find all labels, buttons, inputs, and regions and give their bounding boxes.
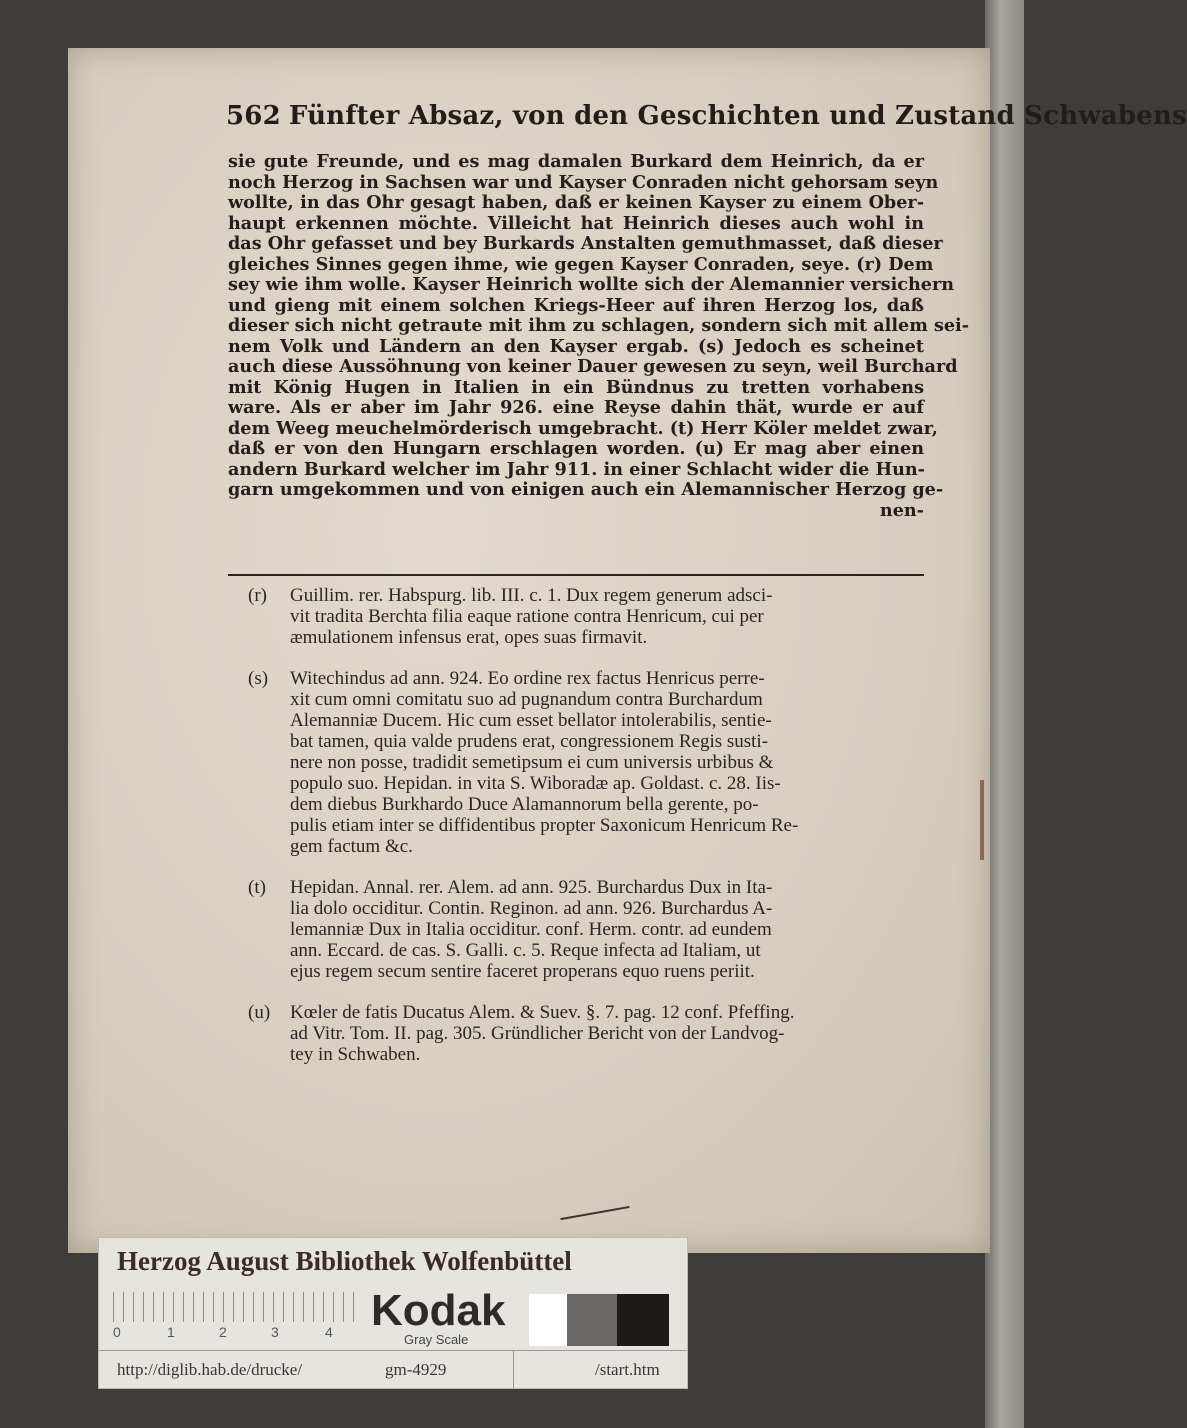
body-line: daß er von den Hungarn erschlagen worden. (u) Er mag aber einen — [228, 438, 924, 459]
ruler-number: 2 — [219, 1324, 227, 1340]
body-line: noch Herzog in Sachsen war und Kayser Conraden nicht gehorsam seyn — [228, 171, 939, 193]
body-line: haupt erkennen möchte. Villeicht hat Heinrich dieses auch wohl in — [228, 212, 924, 234]
footnote-line: Alemanniæ Ducem. Hic cum esset bellator intolerabilis, sentie- — [290, 710, 772, 731]
footnote-line: ad Vitr. Tom. II. pag. 305. Gründlicher Bericht von der Landvog- — [290, 1023, 785, 1044]
footnote-line: ejus regem secum sentire faceret properans equo ruens periit. — [290, 961, 755, 982]
footnote-line: æmulationem infensus erat, opes suas firmavit. — [290, 627, 648, 648]
footnote-line: bat tamen, quia valde prudens erat, congressionem Regis susti- — [290, 731, 769, 752]
page-stain — [980, 780, 984, 860]
body-line: gleiches Sinnes gegen ihme, wie gegen Kayser Conraden, seye. (r) Dem — [228, 253, 934, 275]
body-line: das Ohr gefasset und bey Burkards Anstalten gemuthmasset, daß dieser — [228, 233, 943, 254]
body-line: andern Burkard welcher im Jahr 911. in einer Schlacht wider die Hun- — [228, 458, 925, 480]
body-line: mit König Hugen in Italien in ein Bündnus zu tretten vorhabens — [228, 376, 924, 398]
ruler-number: 0 — [113, 1324, 121, 1340]
footnote-line: tey in Schwaben. — [290, 1044, 421, 1065]
footnote-line: nere non posse, tradidit semetipsum ei cum universis urbibus & — [290, 752, 774, 773]
footnote-line: Kœler de fatis Ducatus Alem. & Suev. §. 7. pag. 12 conf. Pfeffing. — [290, 1002, 795, 1023]
body-line: garn umgekommen und von einigen auch ein Alemannischer Herzog ge- — [228, 479, 944, 500]
footnote-r — [248, 585, 928, 648]
footnote-line: Hepidan. Annal. rer. Alem. ad ann. 925. Burchardus Dux in Ita- — [290, 877, 773, 898]
footnote-line: Witechindus ad ann. 924. Eo ordine rex factus Henricus perre- — [290, 668, 765, 689]
body-line: wollte, in das Ohr gesagt haben, daß er keinen Kayser zu einem Ober- — [228, 192, 924, 213]
footnote-line: xit cum omni comitatu suo ad pugnandum contra Burchardum — [290, 689, 763, 710]
body-line: sie gute Freunde, und es mag damalen Burkard dem Heinrich, da er — [228, 151, 924, 172]
footnote-line: Guillim. rer. Habspurg. lib. III. c. 1. Dux regem generum adsci- — [290, 585, 773, 606]
footnote-line: vit tradita Berchta filia eaque ratione contra Henricum, cui per — [290, 606, 764, 627]
footnote-mark: (t) — [248, 877, 266, 898]
ruler-number: 3 — [271, 1324, 279, 1340]
footnote-mark: (s) — [248, 668, 269, 689]
url-id[interactable]: gm-4929 — [385, 1360, 447, 1379]
body-line: dem Weeg meuchelmörderisch umgebracht. (t) Herr Köler meldet zwar, — [228, 417, 938, 439]
body-line: ware. Als er aber im Jahr 926. eine Reyse dahin thät, wurde er auf — [228, 397, 924, 418]
footnote-line: populo suo. Hepidan. in vita S. Wiboradæ ap. Goldast. c. 28. Iis- — [290, 773, 781, 794]
gray-scale-label: Gray Scale — [404, 1332, 469, 1347]
body-line: sey wie ihm wolle. Kayser Heinrich wollte sich der Alemannier versichern — [228, 274, 955, 295]
running-title: Fünfter Absaz, von den Geschichten und Zustand Schwabens — [288, 101, 1187, 131]
ruler-scale — [113, 1292, 363, 1322]
library-name: Herzog August Bibliothek Wolfenbüttel — [117, 1246, 572, 1276]
body-line: und gieng mit einem solchen Kriegs-Heer auf ihren Herzog los, daß — [228, 294, 924, 316]
body-line: dieser sich nicht getraute mit ihm zu schlagen, sondern sich mit allem sei- — [228, 315, 970, 336]
footnote-mark: (r) — [248, 585, 267, 606]
catchword: nen- — [879, 499, 924, 521]
page-number: 562 — [226, 101, 281, 131]
running-header — [226, 101, 1187, 145]
footnote-line: lia dolo occiditur. Contin. Reginon. ad ann. 926. Burchardus A- — [290, 898, 773, 919]
card-divider — [99, 1350, 687, 1351]
gray-swatch-white — [529, 1294, 567, 1346]
footnote-line: pulis etiam inter se diffidentibus propter Saxonicum Henricum Re- — [290, 815, 799, 836]
url-suffix[interactable]: /start.htm — [595, 1360, 660, 1379]
footnote-separator-rule — [228, 574, 924, 576]
footnote-u — [248, 1002, 928, 1065]
gray-swatch-black — [617, 1294, 669, 1346]
main-body-text — [228, 151, 970, 521]
ruler-number: 4 — [325, 1324, 333, 1340]
footnote-line: ann. Eccard. de cas. S. Galli. c. 5. Reque infecta ad Italiam, ut — [290, 940, 761, 961]
kodak-logo: Kodak — [371, 1286, 506, 1335]
footnote-s — [248, 668, 928, 857]
library-color-card — [98, 1237, 688, 1389]
footnote-line: dem diebus Burkhardo Duce Alamannorum bella gerente, po- — [290, 794, 759, 815]
card-divider-vertical — [513, 1350, 514, 1388]
gray-swatch-mid — [567, 1294, 617, 1346]
footnotes — [248, 585, 928, 1085]
url-base[interactable]: http://diglib.hab.de/drucke/ — [117, 1360, 303, 1379]
footnote-t — [248, 877, 928, 982]
ruler-number: 1 — [167, 1324, 175, 1340]
footnote-mark: (u) — [248, 1002, 271, 1023]
body-line: nem Volk und Ländern an den Kayser ergab. (s) Jedoch es scheinet — [228, 335, 924, 357]
footnote-line: gem factum &c. — [290, 836, 413, 857]
adjacent-page-edge — [985, 0, 1024, 1428]
footnote-line: lemanniæ Dux in Italia occiditur. conf. Herm. contr. ad eundem — [290, 919, 772, 940]
body-line: auch diese Aussöhnung von keiner Dauer gewesen zu seyn, weil Burchard — [228, 356, 958, 377]
